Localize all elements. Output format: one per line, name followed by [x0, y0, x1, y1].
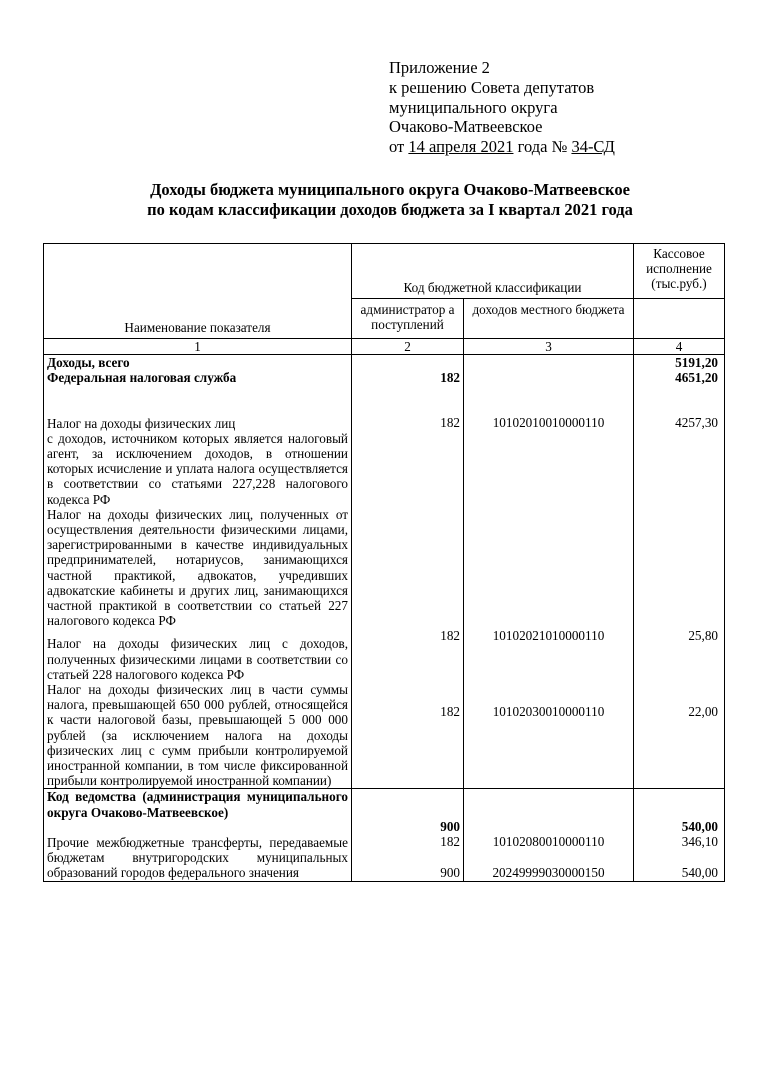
title-line-1: Доходы бюджета муниципального округа Очаково-Матвеевское	[150, 180, 630, 199]
dept-admin: 900	[440, 819, 460, 835]
fns-row-2-admin: 182	[440, 628, 460, 644]
fns-code-col	[464, 355, 634, 850]
dept-code-col	[464, 789, 634, 881]
annex-date-prefix: от	[389, 137, 409, 157]
annex-block	[389, 58, 615, 157]
fns-row-1-amount: 4257,30	[675, 415, 718, 431]
column-number-3: 3	[464, 339, 634, 355]
fns-row-1-text: с доходов, источником которых является налоговый агент, за исключением доходов, в отношении которых исчисление и уплата налога осуществляется в соответствии со статьями 227,228 налогового кодекса РФ	[47, 430, 348, 507]
fns-block	[44, 355, 725, 789]
fns-row-4-text: Налог на доходы физических лиц в части суммы налога, превышающей 650 000 рублей, относящейся к части налоговой базы, превышающей 5 000 000 рублей (за исключением налога на доходы физических лиц с сумм прибыли контролируемой иностранной компании, в том числе фиксированной прибыли контролируемой иностранной компании)	[47, 682, 348, 789]
fns-row-1-title: Налог на доходы физических лиц	[47, 415, 236, 431]
dept-names	[44, 789, 352, 881]
fns-row-2-code: 10102021010000110	[492, 628, 605, 644]
column-number-2: 2	[352, 339, 464, 355]
fns-row-1-admin: 182	[440, 415, 460, 431]
dept-block	[44, 789, 725, 881]
dept-row-1-amount: 540,00	[681, 865, 718, 881]
dept-amount: 540,00	[681, 819, 718, 835]
header-execution-empty	[634, 299, 725, 339]
annex-line-3: муниципального округа	[389, 97, 558, 117]
fns-row-3-amount: 22,00	[688, 704, 718, 720]
fns-row-4-admin: 182	[440, 834, 460, 850]
dept-amount-col	[634, 789, 725, 881]
column-number-4: 4	[634, 339, 725, 355]
annex-line-5	[389, 137, 615, 157]
fns-admin: 182	[440, 370, 460, 386]
dept-row-1-text: Прочие межбюджетные трансферты, передаваемые бюджетам внутригородских муниципальных образований городов федерального значения	[47, 834, 348, 881]
fns-row-3-admin: 182	[440, 704, 460, 720]
annex-line-4: Очаково-Матвеевское	[389, 117, 543, 137]
annex-number-prefix: года №	[513, 137, 572, 157]
fns-row-3-code: 10102030010000110	[492, 704, 605, 720]
dept-admin-col	[352, 789, 464, 881]
title-line-2: по кодам классификации доходов бюджета за I квартал 2021 года	[147, 200, 633, 219]
fns-row-2-amount: 25,80	[688, 628, 718, 644]
fns-row-4-amount: 346,10	[681, 834, 718, 850]
annex-line-2: к решению Совета депутатов	[389, 77, 595, 97]
total-label: Доходы, всего	[47, 355, 130, 371]
annex-date: 14 апреля 2021	[408, 137, 514, 157]
fns-row-3-text: Налог на доходы физических лиц с доходов, полученных физическими лицами в соответствии со статьей 228 налогового кодекса РФ	[47, 636, 348, 682]
fns-row-2-text: Налог на доходы физических лиц, полученных от осуществления деятельности физическими лицами, зарегистрированными в качестве индивидуальных предпринимателей, нотариусов, занимающихся частной практикой, адвокатов, учредивших адвокатские кабинеты и других лиц, занимающихся частной практикой в соответствии со статьей 227 налогового кодекса РФ	[47, 506, 348, 629]
fns-label: Федеральная налоговая служба	[47, 370, 237, 386]
fns-names	[44, 355, 352, 789]
header-code: Код бюджетной классификации	[352, 244, 634, 299]
fns-row-1-code: 10102010010000110	[492, 415, 605, 431]
revenue-table	[43, 243, 725, 882]
column-number-row	[44, 339, 725, 355]
header-execution: Кассовое исполнение (тыс.руб.)	[634, 244, 725, 299]
header-admin: администратор а поступлений	[352, 299, 464, 339]
fns-amount: 4651,20	[675, 370, 718, 386]
dept-row-1-code: 20249999030000150	[492, 865, 605, 881]
document-title	[60, 180, 720, 220]
header-name: Наименование показателя	[44, 244, 352, 339]
total-amount: 5191,20	[675, 355, 718, 371]
header-row	[44, 244, 725, 299]
column-number-1: 1	[44, 339, 352, 355]
annex-number: 34-СД	[571, 137, 615, 157]
annex-line-1: Приложение 2	[389, 58, 490, 77]
fns-row-4-code: 10102080010000110	[492, 834, 605, 850]
dept-row-1-admin: 900	[440, 865, 460, 881]
header-local: доходов местного бюджета	[464, 299, 634, 339]
dept-label: Код ведомства (администрация муниципального округа Очаково-Матвеевское)	[47, 789, 348, 820]
